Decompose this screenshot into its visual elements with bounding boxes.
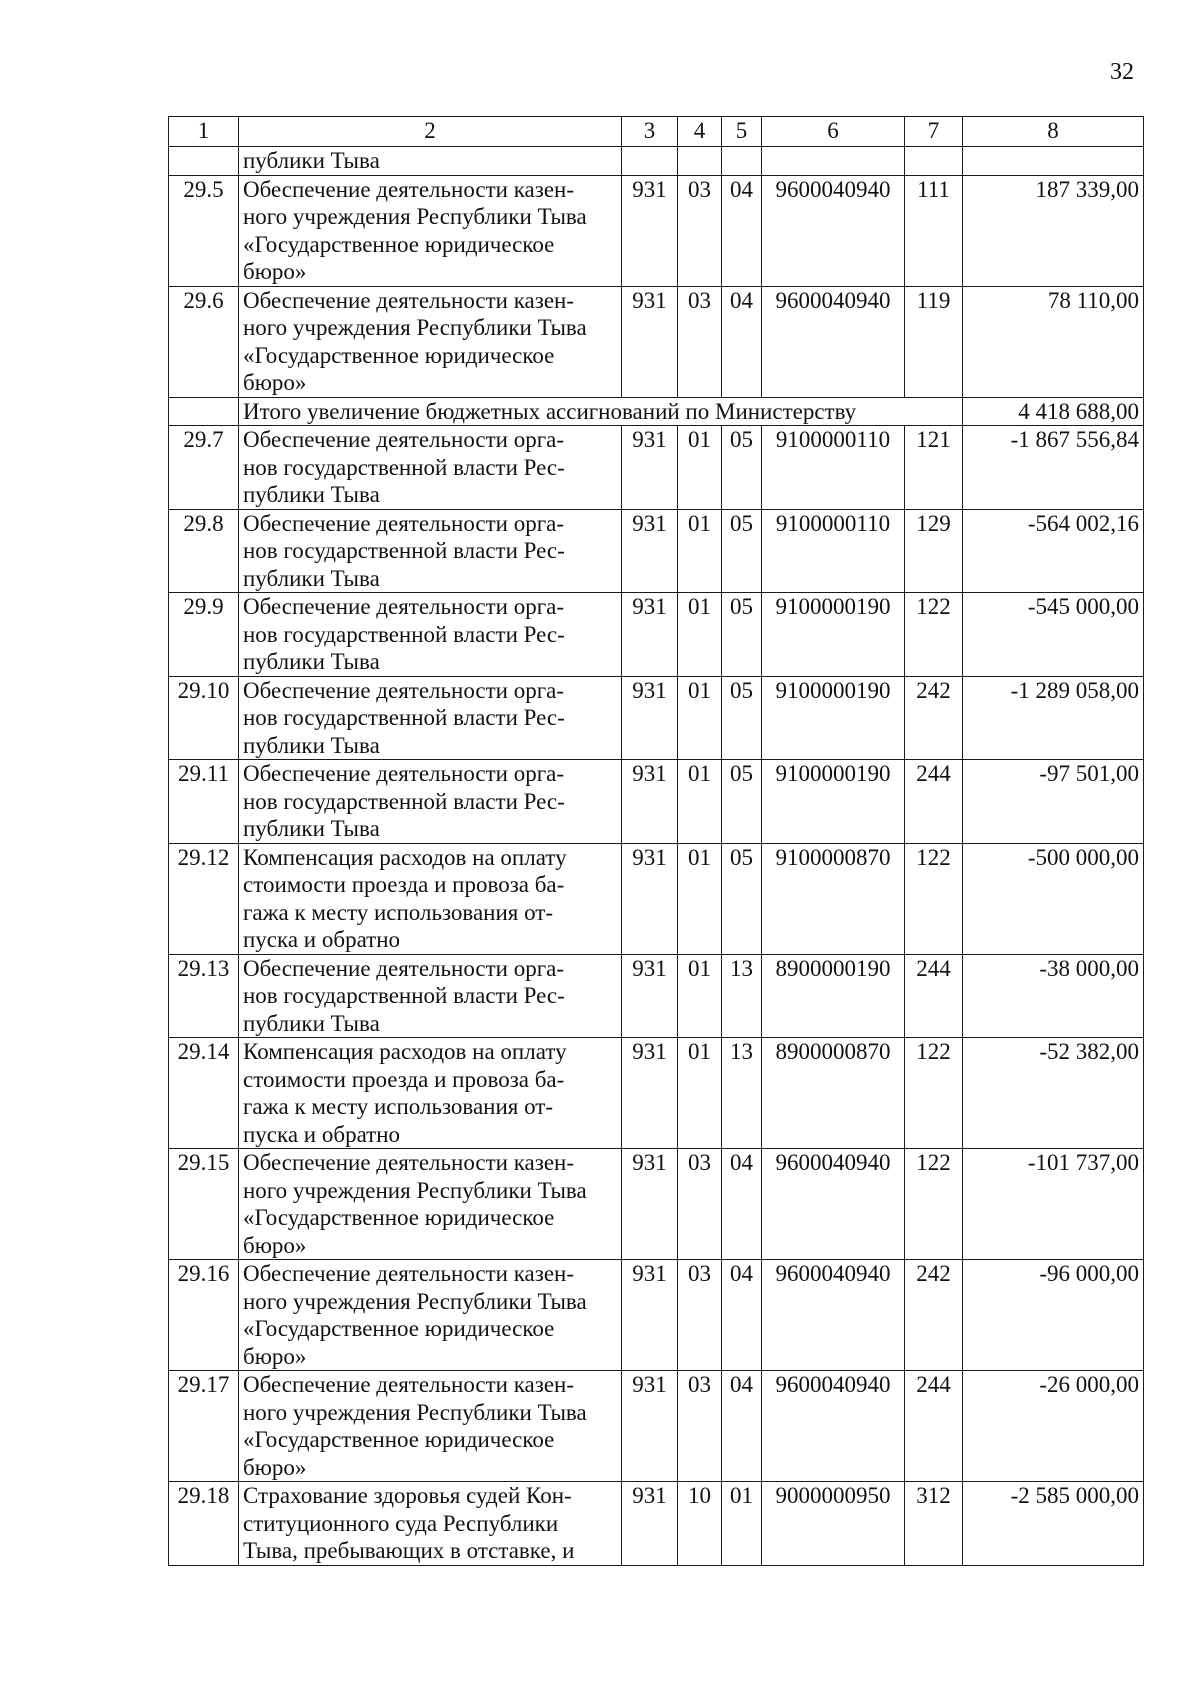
subsection-code: 05 <box>722 509 762 593</box>
table-row <box>169 843 1144 954</box>
empty-cell <box>169 397 239 426</box>
table-row <box>169 1371 1144 1482</box>
table-row <box>169 509 1144 593</box>
target-article-code: 9100000110 <box>762 509 905 593</box>
subsection-code: 04 <box>722 1371 762 1482</box>
row-name <box>239 593 622 677</box>
target-article-code: 9600040940 <box>762 1260 905 1371</box>
row-name: публики Тыва <box>239 147 622 176</box>
section-code: 03 <box>678 1149 722 1260</box>
row-number: 29.14 <box>169 1038 239 1149</box>
amount: -26 000,00 <box>963 1371 1144 1482</box>
row-number: 29.6 <box>169 286 239 397</box>
target-article-code: 9100000190 <box>762 760 905 844</box>
target-article-code: 9100000190 <box>762 593 905 677</box>
subsection-code: 05 <box>722 426 762 510</box>
amount: -1 867 556,84 <box>963 426 1144 510</box>
row-name-line: Обеспечение деятельности орга- <box>243 761 565 786</box>
subsection-code: 05 <box>722 760 762 844</box>
section-code: 01 <box>678 426 722 510</box>
expense-type-code: 122 <box>905 843 963 954</box>
ministry-code: 931 <box>622 1038 678 1149</box>
amount: 187 339,00 <box>963 175 1144 286</box>
row-name-line: ного учреждения Республики Тыва <box>243 1399 587 1425</box>
row-name-line: ного учреждения Республики Тыва <box>243 315 587 340</box>
row-number: 29.15 <box>169 1149 239 1260</box>
expense-type-code: 122 <box>905 1038 963 1149</box>
table-row <box>169 593 1144 677</box>
ministry-code: 931 <box>622 1371 678 1482</box>
section-code: 03 <box>678 286 722 397</box>
row-name-line: Обеспечение деятельности орга- <box>243 955 565 981</box>
header-cell: 8 <box>963 117 1144 147</box>
header-cell: 6 <box>762 117 905 147</box>
subsection-code: 04 <box>722 1149 762 1260</box>
row-name-line: Страхование здоровья судей Кон- <box>243 1483 572 1508</box>
row-name <box>239 175 622 286</box>
header-cell: 4 <box>678 117 722 147</box>
target-article-code: 9600040940 <box>762 1371 905 1482</box>
table-row <box>169 1038 1144 1149</box>
row-name-line: «Государственное юридическое <box>243 1316 555 1341</box>
row-name-line: Тыва, пребывающих в отставке, и <box>243 1538 575 1563</box>
ministry-code: 931 <box>622 1149 678 1260</box>
empty-cell <box>722 147 762 176</box>
row-name-line: бюро» <box>243 259 307 284</box>
row-name-line: гажа к месту использования от- <box>243 1094 554 1119</box>
row-number: 29.12 <box>169 843 239 954</box>
subsection-code: 13 <box>722 954 762 1038</box>
table-row <box>169 954 1144 1038</box>
row-name-line: стоимости проезда и провоза ба- <box>243 872 565 897</box>
row-name-line: пуска и обратно <box>243 927 401 952</box>
row-name <box>239 509 622 593</box>
row-name-line: нов государственной власти Рес- <box>243 705 565 730</box>
header-cell: 2 <box>239 117 622 147</box>
row-name-line: пуска и обратно <box>243 1121 401 1147</box>
ministry-code: 931 <box>622 954 678 1038</box>
row-name <box>239 954 622 1038</box>
row-number: 29.17 <box>169 1371 239 1482</box>
ministry-code: 931 <box>622 760 678 844</box>
target-article-code: 8900000190 <box>762 954 905 1038</box>
row-name-line: ного учреждения Республики Тыва <box>243 204 587 229</box>
target-article-code: 9100000110 <box>762 426 905 510</box>
budget-table <box>168 116 1144 1566</box>
table-row <box>169 676 1144 760</box>
row-name-line: гажа к месту использования от- <box>243 899 554 925</box>
row-name <box>239 843 622 954</box>
target-article-code: 9100000190 <box>762 676 905 760</box>
row-name-line: Обеспечение деятельности казен- <box>243 176 575 202</box>
row-name-line: нов государственной власти Рес- <box>243 454 565 480</box>
amount: -96 000,00 <box>963 1260 1144 1371</box>
row-name-line: нов государственной власти Рес- <box>243 538 565 563</box>
row-name <box>239 1260 622 1371</box>
target-article-code: 9100000870 <box>762 843 905 954</box>
row-name <box>239 1038 622 1149</box>
row-name-line: Обеспечение деятельности орга- <box>243 677 565 703</box>
target-article-code: 9600040940 <box>762 286 905 397</box>
amount: -52 382,00 <box>963 1038 1144 1149</box>
row-name-line: Обеспечение деятельности казен- <box>243 1150 575 1175</box>
row-name-line: бюро» <box>243 1343 307 1369</box>
row-number: 29.13 <box>169 954 239 1038</box>
section-code: 01 <box>678 1038 722 1149</box>
row-name <box>239 1149 622 1260</box>
row-name-line: публики Тыва <box>243 816 380 841</box>
row-name-line: Обеспечение деятельности казен- <box>243 1261 575 1286</box>
table-row <box>169 1149 1144 1260</box>
amount: -500 000,00 <box>963 843 1144 954</box>
amount: -2 585 000,00 <box>963 1482 1144 1566</box>
total-amount: 4 418 688,00 <box>963 397 1144 426</box>
subsection-code: 05 <box>722 843 762 954</box>
row-number: 29.5 <box>169 175 239 286</box>
row-name-line: стоимости проезда и провоза ба- <box>243 1066 565 1092</box>
row-name-line: публики Тыва <box>243 1010 380 1036</box>
subsection-code: 05 <box>722 593 762 677</box>
row-name-line: бюро» <box>243 1454 307 1480</box>
row-name-line: Обеспечение деятельности казен- <box>243 1372 575 1397</box>
row-name-line: Обеспечение деятельности орга- <box>243 594 565 619</box>
ministry-code: 931 <box>622 1482 678 1566</box>
total-row <box>169 397 1144 426</box>
amount: 78 110,00 <box>963 286 1144 397</box>
row-name-line: «Государственное юридическое <box>243 342 555 368</box>
expense-type-code: 312 <box>905 1482 963 1566</box>
row-name <box>239 1371 622 1482</box>
subsection-code: 01 <box>722 1482 762 1566</box>
table-row <box>169 175 1144 286</box>
expense-type-code: 244 <box>905 760 963 844</box>
subsection-code: 13 <box>722 1038 762 1149</box>
amount: -38 000,00 <box>963 954 1144 1038</box>
table-body <box>169 117 1144 1566</box>
expense-type-code: 119 <box>905 286 963 397</box>
row-number: 29.7 <box>169 426 239 510</box>
row-name-line: публики Тыва <box>243 649 380 674</box>
header-row <box>169 117 1144 147</box>
expense-type-code: 122 <box>905 1149 963 1260</box>
table-row <box>169 426 1144 510</box>
page-number: 32 <box>1110 59 1134 85</box>
ministry-code: 931 <box>622 843 678 954</box>
section-code: 01 <box>678 509 722 593</box>
expense-type-code: 242 <box>905 676 963 760</box>
row-number: 29.8 <box>169 509 239 593</box>
section-code: 03 <box>678 175 722 286</box>
row-number: 29.16 <box>169 1260 239 1371</box>
row-number <box>169 147 239 176</box>
ministry-code: 931 <box>622 593 678 677</box>
target-article-code: 9600040940 <box>762 1149 905 1260</box>
row-name-line: бюро» <box>243 1232 307 1258</box>
continuation-row <box>169 147 1144 176</box>
row-name-line: Обеспечение деятельности орга- <box>243 510 565 536</box>
expense-type-code: 122 <box>905 593 963 677</box>
row-number: 29.18 <box>169 1482 239 1566</box>
row-name <box>239 426 622 510</box>
row-name-line: ного учреждения Республики Тыва <box>243 1177 587 1203</box>
expense-type-code: 129 <box>905 509 963 593</box>
header-cell: 3 <box>622 117 678 147</box>
expense-type-code: 242 <box>905 1260 963 1371</box>
table-row <box>169 1260 1144 1371</box>
row-name-line: публики Тыва <box>243 732 380 758</box>
total-label: Итого увеличение бюджетных ассигнований по Министерству <box>239 397 963 426</box>
row-name <box>239 676 622 760</box>
row-name-line: нов государственной власти Рес- <box>243 983 565 1008</box>
amount: -101 737,00 <box>963 1149 1144 1260</box>
ministry-code: 931 <box>622 509 678 593</box>
amount: -545 000,00 <box>963 593 1144 677</box>
section-code: 01 <box>678 760 722 844</box>
header-cell: 1 <box>169 117 239 147</box>
row-name <box>239 286 622 397</box>
target-article-code: 9000000950 <box>762 1482 905 1566</box>
empty-cell <box>762 147 905 176</box>
expense-type-code: 244 <box>905 954 963 1038</box>
table-row <box>169 1482 1144 1566</box>
row-name-line: Компенсация расходов на оплату <box>243 844 567 870</box>
empty-cell <box>963 147 1144 176</box>
target-article-code: 9600040940 <box>762 175 905 286</box>
ministry-code: 931 <box>622 1260 678 1371</box>
row-name-line: нов государственной власти Рес- <box>243 621 565 647</box>
ministry-code: 931 <box>622 676 678 760</box>
section-code: 01 <box>678 676 722 760</box>
row-name <box>239 1482 622 1566</box>
section-code: 03 <box>678 1260 722 1371</box>
empty-cell <box>622 147 678 176</box>
subsection-code: 05 <box>722 676 762 760</box>
row-name-line: бюро» <box>243 370 307 395</box>
expense-type-code: 244 <box>905 1371 963 1482</box>
row-name-line: Обеспечение деятельности орга- <box>243 427 565 452</box>
row-number: 29.10 <box>169 676 239 760</box>
row-name-line: «Государственное юридическое <box>243 231 555 257</box>
row-name-line: «Государственное юридическое <box>243 1427 555 1452</box>
expense-type-code: 121 <box>905 426 963 510</box>
section-code: 01 <box>678 954 722 1038</box>
section-code: 01 <box>678 593 722 677</box>
row-name-line: нов государственной власти Рес- <box>243 788 565 814</box>
row-name-line: ституционного суда Республики <box>243 1510 559 1536</box>
row-number: 29.11 <box>169 760 239 844</box>
expense-type-code: 111 <box>905 175 963 286</box>
row-name-line: ного учреждения Республики Тыва <box>243 1288 587 1314</box>
section-code: 10 <box>678 1482 722 1566</box>
header-cell: 7 <box>905 117 963 147</box>
amount: -564 002,16 <box>963 509 1144 593</box>
target-article-code: 8900000870 <box>762 1038 905 1149</box>
amount: -97 501,00 <box>963 760 1144 844</box>
row-name-line: Компенсация расходов на оплату <box>243 1039 567 1064</box>
subsection-code: 04 <box>722 286 762 397</box>
row-name-line: публики Тыва <box>243 565 380 591</box>
empty-cell <box>678 147 722 176</box>
ministry-code: 931 <box>622 175 678 286</box>
ministry-code: 931 <box>622 286 678 397</box>
empty-cell <box>905 147 963 176</box>
subsection-code: 04 <box>722 1260 762 1371</box>
row-name-line: «Государственное юридическое <box>243 1205 555 1230</box>
row-number: 29.9 <box>169 593 239 677</box>
table-row <box>169 760 1144 844</box>
table-row <box>169 286 1144 397</box>
subsection-code: 04 <box>722 175 762 286</box>
row-name-line: Обеспечение деятельности казен- <box>243 287 575 313</box>
section-code: 03 <box>678 1371 722 1482</box>
ministry-code: 931 <box>622 426 678 510</box>
amount: -1 289 058,00 <box>963 676 1144 760</box>
row-name-line: публики Тыва <box>243 482 380 507</box>
row-name <box>239 760 622 844</box>
section-code: 01 <box>678 843 722 954</box>
header-cell: 5 <box>722 117 762 147</box>
